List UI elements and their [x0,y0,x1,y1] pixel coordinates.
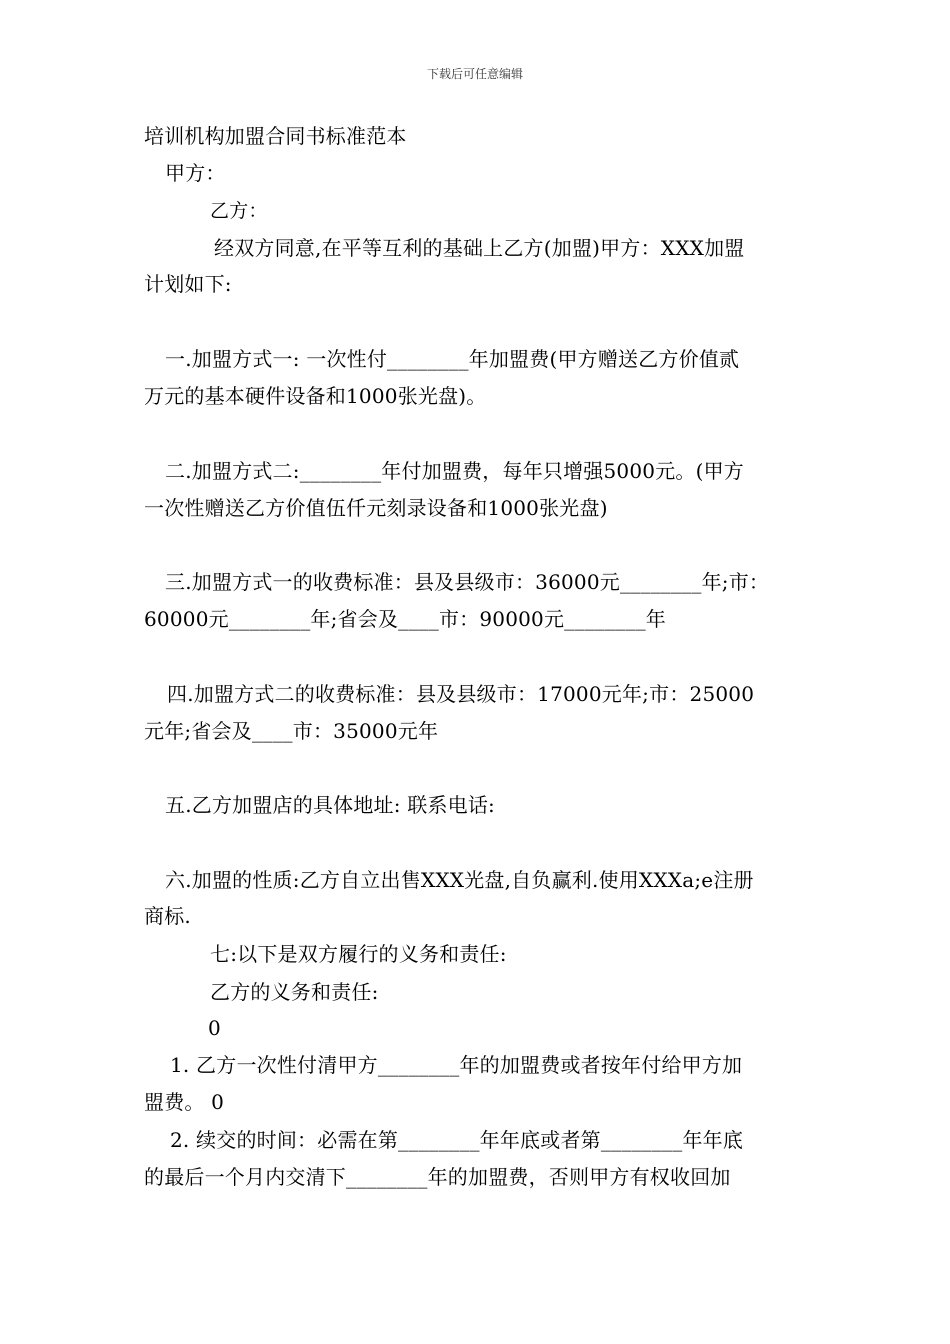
section-7-line-3: 0 [208,1016,221,1040]
section-6-line-1: 六.加盟的性质:乙方自立出售XXX光盘,自负赢利.使用XXXa;e注册 [165,868,754,892]
document-title: 培训机构加盟合同书标准范本 [144,124,407,148]
section-2-line-2: 一次性赠送乙方价值伍仟元刻录设备和1000张光盘) [144,496,608,520]
party-b-label: 乙方： [210,200,268,222]
section-3-line-1: 三.加盟方式一的收费标准：县及县级市：36000元________年;市： [165,570,770,594]
item-2-line-1: 2. 续交的时间：必需在第________年年底或者第________年年底 [170,1128,744,1152]
intro-line-2: 计划如下: [144,272,232,296]
section-1-line-1: 一.加盟方式一: 一次性付________年加盟费(甲方赠送乙方价值贰 [165,347,740,371]
page-header-note: 下载后可任意编辑 [426,67,523,81]
section-3-line-2: 60000元________年;省会及____市：90000元________年 [144,607,666,631]
section-5-line-1: 五.乙方加盟店的具体地址: 联系电话: [165,793,495,817]
item-1-line-2: 盟费。 0 [144,1090,225,1114]
section-1-line-2: 万元的基本硬件设备和1000张光盘)。 [144,384,487,408]
section-4-line-1: 四.加盟方式二的收费标准：县及县级市：17000元年;市：25000 [167,682,755,706]
section-7-line-1: 七:以下是双方履行的义务和责任: [210,942,507,966]
section-7-line-2: 乙方的义务和责任: [210,980,379,1004]
item-2-line-2: 的最后一个月内交清下________年的加盟费，否则甲方有权收回加 [144,1165,731,1189]
intro-line-1: 经双方同意,在平等互利的基础上乙方(加盟)甲方：XXX加盟 [214,236,745,260]
party-a-label: 甲方： [165,161,226,185]
section-6-line-2: 商标. [144,904,191,928]
section-2-line-1: 二.加盟方式二:________年付加盟费，每年只增强5000元。(甲方 [165,459,744,483]
section-4-line-2: 元年;省会及____市：35000元年 [144,719,439,743]
item-1-line-1: 1. 乙方一次性付清甲方________年的加盟费或者按年付给甲方加 [170,1053,743,1077]
